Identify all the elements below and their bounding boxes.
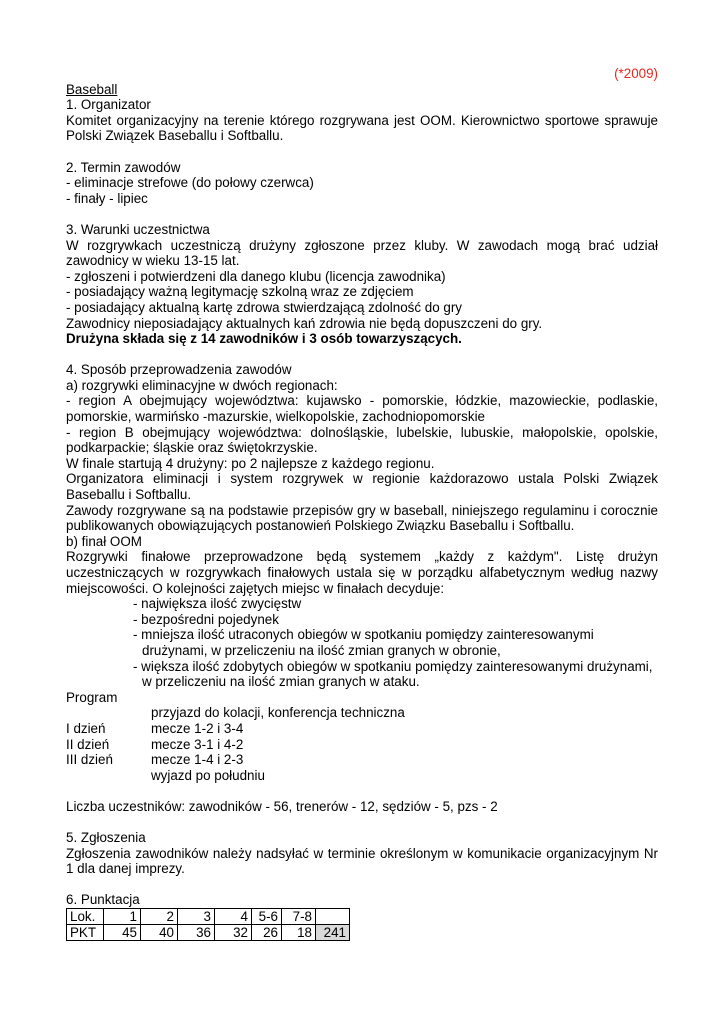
program-row [66,768,658,784]
section-3-intro: W rozgrywkach uczestniczą drużyny zgłoszone przez kluby. W zawodach mogą brać udział zawodnicy w wieku 13-15 lat. [66,237,658,269]
program-day [66,705,151,721]
program-row [66,721,658,737]
program-day: II dzień [66,736,110,752]
section-4-rules: Zawody rozgrywane są na podstawie przepisów gry w baseball, niniejszego regulaminu i corocznie publikowanych obowiązujących postanowień Polskiego Związku Baseballu i Softballu. [66,502,658,534]
section-2-item: - eliminacje strefowe (do połowy czerwca) [66,175,314,191]
section-4-final-start: W finale startują 4 drużyny: po 2 najlepsze z każdego regionu. [66,455,435,471]
table-row [67,909,350,925]
table-cell: 18 [282,925,316,941]
section-5-text: Zgłoszenia zawodników należy nadsyłać w terminie określonym w komunikacie organizacyjnym Nr 1 dla danej imprezy. [66,845,658,877]
table-cell: 4 [215,909,252,925]
program-day: III dzień [66,752,113,768]
table-cell: 26 [252,925,282,941]
document-page [66,66,658,941]
section-3-item: - zgłoszeni i potwierdzeni dla danego klubu (licencja zawodnika) [66,268,446,284]
section-4-final-text: Rozgrywki finałowe przeprowadzone będą systemem „każdy z każdym". Listę drużyn uczestniczących w rozgrywkach finałowych ustala się w porządku alfabetycznym według nazwy miejscowości. O kolejności zajętych miejsc w finałach decyduje: [66,549,658,596]
program-text: mecze 1-4 i 2-3 [151,752,244,768]
table-cell [316,909,350,925]
section-3-item: - posiadający ważną legitymację szkolną wraz ze zdjęciem [66,284,414,300]
section-4-region-a: - region A obejmujący województwa: kujawsko - pomorskie, łódzkie, mazowieckie, podlaskie, pomorskie, warmińsko -mazurskie, wielkopolskie, zachodniopomorskie [66,393,658,425]
section-6-heading: 6. Punktacja [66,892,140,908]
criteria-item-continued: drużynami, w przeliczeniu na ilość zmian granych w obronie, [142,642,501,658]
section-1-text: Komitet organizacyjny na terenie którego rozgrywana jest OOM. Kierownictwo sportowe sprawuje Polski Związek Baseballu i Softballu. [66,112,658,144]
table-cell: 32 [215,925,252,941]
participants-count: Liczba uczestników: zawodników - 56, trenerów - 12, sędziów - 5, pzs - 2 [66,798,498,814]
program-row [66,705,658,721]
table-cell: 3 [178,909,215,925]
year-stamp: (*2009) [614,66,658,81]
table-cell: 7-8 [282,909,316,925]
criteria-item: - największa ilość zwycięstw [133,596,302,612]
section-5-heading: 5. Zgłoszenia [66,830,146,846]
table-cell: PKT [67,925,104,941]
table-cell: 36 [178,925,215,941]
section-4-heading: 4. Sposób przeprowadzenia zawodów [66,362,292,378]
table-cell: 40 [141,925,178,941]
program-label: Program [66,689,118,705]
section-3-note: Zawodnicy nieposiadający aktualnych kań zdrowia nie będą dopuszczeni do gry. [66,315,543,331]
table-cell: 1 [104,909,141,925]
document-title: Baseball [66,81,118,97]
table-cell: 2 [141,909,178,925]
section-4-b: b) finał OOM [66,533,142,549]
program-text: mecze 1-2 i 3-4 [151,720,244,736]
program-row [66,737,658,753]
program-row [66,752,658,768]
criteria-item-continued: w przeliczeniu na ilość zmian granych w ataku. [142,674,420,690]
table-row [67,925,350,941]
table-cell: Lok. [67,909,104,925]
criteria-item: - większa ilość zdobytych obiegów w spotkaniu pomiędzy zainteresowanymi drużynami, [133,658,653,674]
program-text: wyjazd po południu [151,767,265,783]
section-3-item: - posiadający aktualną kartę zdrowa stwierdzającą zdolność do gry [66,299,462,315]
points-table [66,908,350,941]
section-2-heading: 2. Termin zawodów [66,159,181,175]
program-day: I dzień [66,720,106,736]
section-1-heading: 1. Organizator [66,97,151,113]
section-3-team-size: Drużyna składa się z 14 zawodników i 3 osób towarzyszących. [66,331,462,347]
section-4-region-b: - region B obejmujący województwa: dolnośląskie, lubelskie, lubuskie, małopolskie, opolskie, podkarpackie; śląskie oraz świętokrzyskie. [66,424,658,456]
section-4-organizer: Organizatora eliminacji i system rozgrywek w regionie każdorazowo ustala Polski Związek Baseballu i Softballu. [66,471,658,503]
table-cell-total: 241 [316,925,350,941]
program-text: przyjazd do kolacji, konferencja techniczna [151,705,405,721]
criteria-item: - bezpośredni pojedynek [133,611,279,627]
program-day [66,768,151,784]
table-cell: 45 [104,925,141,941]
section-4-a: a) rozgrywki eliminacyjne w dwóch regionach: [66,377,338,393]
program-text: mecze 3-1 i 4-2 [151,736,244,752]
section-3-heading: 3. Warunki uczestnictwa [66,221,210,237]
criteria-item: - mniejsza ilość utraconych obiegów w spotkaniu pomiędzy zainteresowanymi [133,627,594,643]
section-2-item: - finały - lipiec [66,190,148,206]
table-cell: 5-6 [252,909,282,925]
